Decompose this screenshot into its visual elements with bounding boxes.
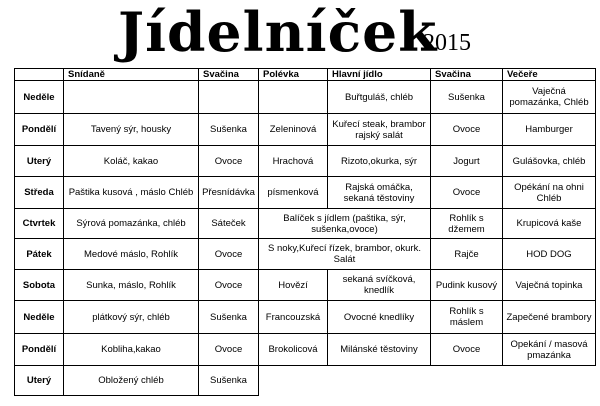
day-cell: Uterý xyxy=(15,366,64,396)
vecere-cell: Hamburger xyxy=(503,114,596,146)
day-cell: Uterý xyxy=(15,146,64,177)
snidane-cell: Sýrová pomazánka, chléb xyxy=(64,209,199,239)
svacina-2-cell: Sušenka xyxy=(431,81,503,114)
header-row xyxy=(15,69,596,81)
table-row xyxy=(15,334,596,366)
table-row xyxy=(15,114,596,146)
snidane-cell: Medové máslo, Rohlík xyxy=(64,239,199,270)
day-cell: Pondělí xyxy=(15,114,64,146)
vecere-cell: Opékání na ohni Chléb xyxy=(503,177,596,209)
table-row xyxy=(15,301,596,334)
menu-table xyxy=(14,68,596,396)
table-row xyxy=(15,270,596,301)
hlavni-jidlo-cell: Rajská omáčka, sekaná těstoviny xyxy=(328,177,431,209)
vecere-cell: Krupicová kaše xyxy=(503,209,596,239)
hlavni-jidlo-cell: Kuřecí steak, brambor rajský salát xyxy=(328,114,431,146)
svacina-2-cell: Jogurt xyxy=(431,146,503,177)
svacina-cell: Sáteček xyxy=(199,209,259,239)
svacina-2-cell: Rohlík s máslem xyxy=(431,301,503,334)
polevka-cell: Hrachová xyxy=(259,146,328,177)
table-row xyxy=(15,177,596,209)
header-svacina: Svačina xyxy=(199,69,259,81)
vecere-cell: Zapečené brambory xyxy=(503,301,596,334)
svacina-cell: Ovoce xyxy=(199,270,259,301)
polevka-cell: písmenková xyxy=(259,177,328,209)
page-title xyxy=(118,2,478,62)
polevka-cell xyxy=(259,81,328,114)
hlavni-jidlo-cell: Milánské těstoviny xyxy=(328,334,431,366)
polevka-cell: Zeleninová xyxy=(259,114,328,146)
day-cell: Pondělí xyxy=(15,334,64,366)
snidane-cell: Obložený chléb xyxy=(64,366,199,396)
title-text: Jídelníček xyxy=(118,0,438,64)
header-snidane: Snídaně xyxy=(64,69,199,81)
table-row xyxy=(15,239,596,270)
header-day xyxy=(15,69,64,81)
svacina-cell: Ovoce xyxy=(199,239,259,270)
day-cell: Ctvrtek xyxy=(15,209,64,239)
svacina-cell: Sušenka xyxy=(199,366,259,396)
table-row xyxy=(15,209,596,239)
header-hlavni-jidlo: Hlavní jídlo xyxy=(328,69,431,81)
svacina-cell: Sušenka xyxy=(199,301,259,334)
polevka-cell: Brokolicová xyxy=(259,334,328,366)
hlavni-jidlo-cell: Ovocné knedlíky xyxy=(328,301,431,334)
svacina-cell: Přesnídávka xyxy=(199,177,259,209)
svacina-2-cell: Ovoce xyxy=(431,114,503,146)
title-year: 2015 xyxy=(423,30,471,56)
svacina-2-cell: Pudink kusový xyxy=(431,270,503,301)
snidane-cell: Tavený sýr, housky xyxy=(64,114,199,146)
header-polevka: Polévka xyxy=(259,69,328,81)
table-row xyxy=(15,366,596,396)
day-cell: Středa xyxy=(15,177,64,209)
day-cell: Neděle xyxy=(15,301,64,334)
day-cell: Neděle xyxy=(15,81,64,114)
vecere-cell: Vaječná topinka xyxy=(503,270,596,301)
polevka-cell: Hovězí xyxy=(259,270,328,301)
snidane-cell: plátkový sýr, chléb xyxy=(64,301,199,334)
snidane-cell: Paštika kusová , máslo Chléb xyxy=(64,177,199,209)
vecere-cell: HOD DOG xyxy=(503,239,596,270)
svacina-cell: Ovoce xyxy=(199,146,259,177)
day-cell: Pátek xyxy=(15,239,64,270)
svacina-cell: Sušenka xyxy=(199,114,259,146)
svacina-cell xyxy=(199,81,259,114)
svacina-2-cell: Rohlík s džemem xyxy=(431,209,503,239)
vecere-cell: Opekání / masová pmazánka xyxy=(503,334,596,366)
snidane-cell: Sunka, máslo, Rohlík xyxy=(64,270,199,301)
svacina-2-cell: Ovoce xyxy=(431,334,503,366)
merged-meal-cell: S noky,Kuřecí řízek, brambor, okurk. Salát xyxy=(259,239,431,270)
polevka-cell: Francouzská xyxy=(259,301,328,334)
svacina-cell: Ovoce xyxy=(199,334,259,366)
hlavni-jidlo-cell: sekaná svíčková, knedlík xyxy=(328,270,431,301)
hlavni-jidlo-cell: Rizoto,okurka, sýr xyxy=(328,146,431,177)
snidane-cell xyxy=(64,81,199,114)
merged-meal-cell: Balíček s jídlem (paštika, sýr, sušenka,ovoce) xyxy=(259,209,431,239)
header-vecere: Večeře xyxy=(503,69,596,81)
svacina-2-cell: Rajče xyxy=(431,239,503,270)
day-cell: Sobota xyxy=(15,270,64,301)
table-row xyxy=(15,146,596,177)
empty-cell xyxy=(259,366,596,396)
table-row xyxy=(15,81,596,114)
svacina-2-cell: Ovoce xyxy=(431,177,503,209)
vecere-cell: Gulášovka, chléb xyxy=(503,146,596,177)
snidane-cell: Koláč, kakao xyxy=(64,146,199,177)
vecere-cell: Vaječná pomazánka, Chléb xyxy=(503,81,596,114)
header-svacina-2: Svačina xyxy=(431,69,503,81)
hlavni-jidlo-cell: Buřtguláš, chléb xyxy=(328,81,431,114)
snidane-cell: Kobliha,kakao xyxy=(64,334,199,366)
